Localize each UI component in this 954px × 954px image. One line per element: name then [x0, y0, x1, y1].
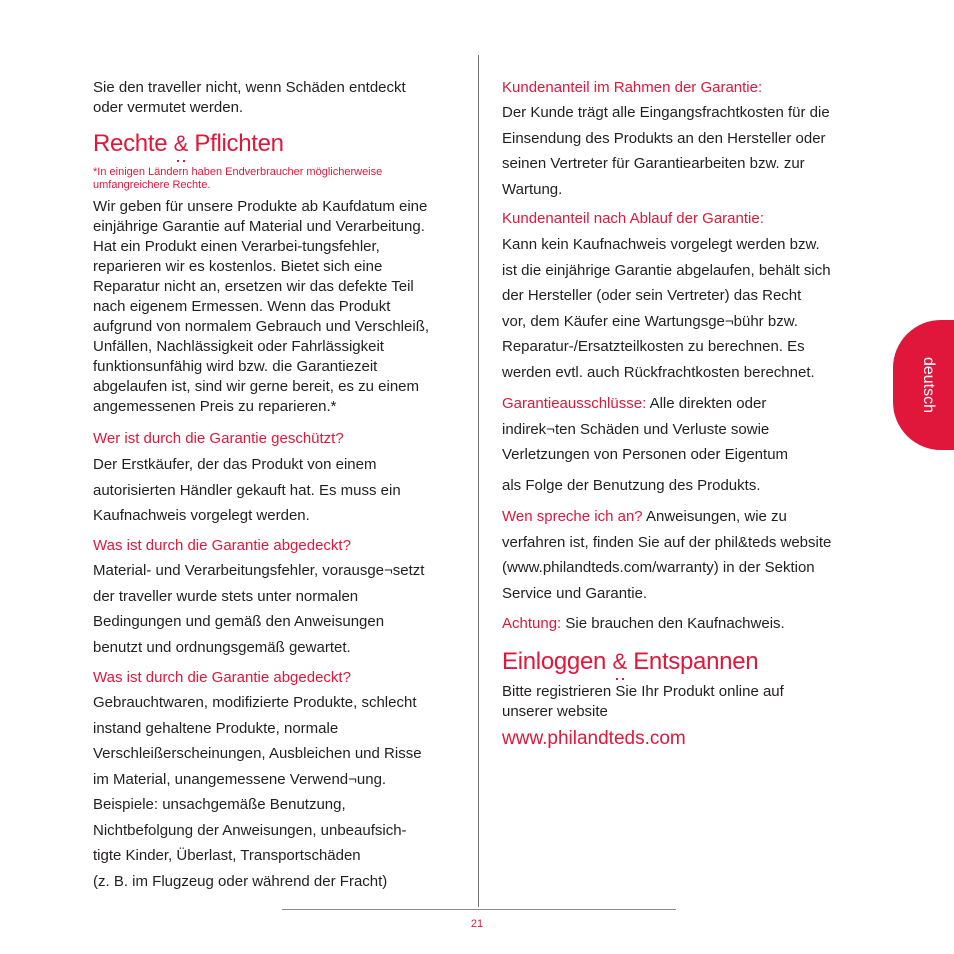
- attention-label: Achtung:: [502, 615, 562, 632]
- language-tab-label: deutsch: [920, 356, 938, 414]
- question-who-covered: Wer ist durch die Garantie geschützt?: [93, 430, 344, 447]
- website-link[interactable]: www.philandteds.com: [502, 728, 686, 749]
- answer-what-covered: Material- und Verarbeitungsfehler, vorausge¬setzt der traveller wurde stets unter normalen Bedingungen und gemäß den Anweisungen benutzt und ordnungsgemäß gewartet.: [93, 562, 425, 656]
- section-customer-share-title: Kundenanteil im Rahmen der Garantie:: [502, 79, 763, 96]
- exclusions-label: Garantieausschlüsse:: [502, 395, 647, 412]
- register-text: Bitte registrieren Sie Ihr Produkt online auf unserer website: [502, 683, 784, 720]
- question-not-covered: Was ist durch die Garantie abgedeckt?: [93, 669, 351, 686]
- heading-rechte-pflichten: Rechte & Pflichten: [93, 130, 284, 157]
- page-number: 21: [470, 918, 484, 930]
- answer-who-covered: Der Erstkäufer, der das Produkt von einem autorisierten Händler gekauft hat. Es muss ein Kaufnachweis vorgelegt werden.: [93, 456, 401, 524]
- footer-rule: [282, 909, 676, 910]
- section-customer-share-body: Der Kunde trägt alle Eingangsfrachtkosten für die Einsendung des Produkts an den Hersteller oder seinen Vertreter für Garantiearbeiten bzw. zur Wartung.: [502, 104, 830, 198]
- ampersand-glyph: &: [173, 131, 188, 156]
- section-exclusions-last: als Folge der Benutzung des Produkts.: [502, 477, 761, 494]
- column-divider: [478, 55, 479, 907]
- footnote: *In einigen Ländern haben Endverbraucher möglicherweise umfangreichere Rechte.: [93, 166, 383, 191]
- contact-label: Wen spreche ich an?: [502, 508, 643, 525]
- intro-text: Sie den traveller nicht, wenn Schäden entdeckt oder vermutet werden.: [93, 79, 406, 116]
- section-after-warranty-title: Kundenanteil nach Ablauf der Garantie:: [502, 210, 764, 227]
- answer-not-covered: Gebrauchtwaren, modifizierte Produkte, schlecht instand gehaltene Produkte, normale Verschleißerscheinungen, Ausbleichen und Risse im Material, unangemessene Verwend¬ung. Beispiele: unsachgemäße Benutzung, Nichtbefolgung der Anweisungen, unbeaufsich- tigte Kinder, Überlast, Transportschäden (z. B. im Flugzeug oder während der Fracht): [93, 694, 422, 890]
- section-attention: Achtung: Sie brauchen den Kaufnachweis.: [502, 615, 785, 632]
- heading-einloggen-entspannen: Einloggen & Entspannen: [502, 648, 759, 675]
- ampersand-glyph: &: [612, 649, 627, 674]
- question-what-covered: Was ist durch die Garantie abgedeckt?: [93, 537, 351, 554]
- section-contact: Wen spreche ich an? Anweisungen, wie zu verfahren ist, finden Sie auf der phil&teds website (www.philandteds.com/warranty) in der Sektion Service und Garantie.: [502, 508, 832, 602]
- warranty-body: Wir geben für unsere Produkte ab Kaufdatum eine einjährige Garantie auf Material und Verarbeitung. Hat ein Produkt einen Verarbei-tungsfehler, reparieren wir es kostenlos. Bietet sich eine Reparatur nicht an, ersetzen wir das defekte Teil nach eigenem Ermessen. Wenn das Produkt aufgrund von normalem Gebrauch und Verschleiß, Unfällen, Nachlässigkeit oder Fahrlässigkeit funktionsunfähig wird bzw. die Garantiezeit abgelaufen ist, sind wir gerne bereit, es zu einem angemessenen Preis zu reparieren.*: [93, 198, 430, 415]
- section-exclusions: Garantieausschlüsse: Alle direkten oder indirek¬ten Schäden und Verluste sowie Verletzungen von Personen oder Eigentum: [502, 395, 789, 463]
- section-after-warranty-body: Kann kein Kaufnachweis vorgelegt werden bzw. ist die einjährige Garantie abgelaufen, behält sich der Hersteller (oder sein Vertreter) das Recht vor, dem Käufer eine Wartungsge¬bühr bzw. Reparatur-/Ersatzteilkosten zu berechnen. Es werden evtl. auch Rückfrachtkosten berechnet.: [502, 236, 831, 381]
